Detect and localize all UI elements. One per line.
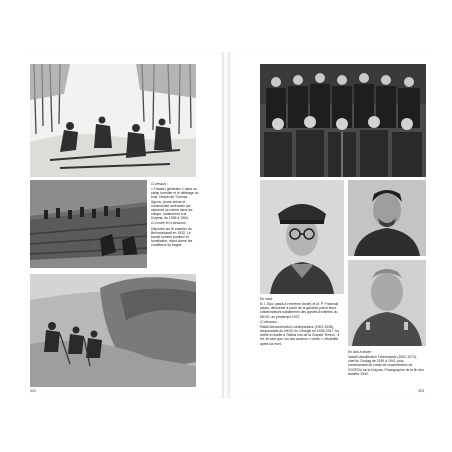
caption-header: Ci-contre et ci-dessous : — [151, 221, 188, 226]
right-caption-2 — [348, 350, 424, 377]
shovel-digging-photo — [30, 274, 196, 387]
general-portrait — [348, 260, 426, 346]
caption-header: Ci-dessus : — [151, 182, 168, 186]
book-spread — [24, 52, 428, 398]
caption-text: N. I. Ejov (assis à l'extrême droite) et M. P. Frinovski (assis, deuxième à partir de la gauche) parmi leurs collaborateurs subalternes des gardes-frontières du NKVD, au printemps 1937. — [260, 302, 339, 319]
right-page — [228, 52, 428, 398]
right-caption-1 — [260, 297, 344, 347]
officer-portrait-glasses — [260, 180, 344, 294]
caption-text: Vassili Vassilievitch Tcherniavski (1902-1973), chef du Goulag de 1939 à 1941, puis commandant du camp de concentration de l'OGPOU de la Kolyma. Photographie de la fin des années 1940. — [348, 355, 424, 376]
caption-text: « Travaux généraux » dans un camp forestier et le débitage du bois. Dessin de Thomas Sgovio, jeune artiste et communiste américain qui séjourna lui-même dans les camps, notamment à la Kolyma, de 1938 à 1954. — [151, 187, 199, 220]
nkvd-group-photo — [260, 64, 426, 177]
caption-text: Rafail Alexandrovitch Lordkipanidze (1902-1938), responsable du NKVD en Géorgie en 1935-1937, fut arrêté et fusillé à Tbilissi lors de la Grande Terreur ; il fut, en tant que l'un des anciens « chefs », réhabilité après sa mort. — [260, 325, 340, 346]
canal-workers-photo — [30, 180, 147, 268]
caption-header: En haut : — [260, 297, 274, 301]
caption-text: Déportés sur le chantier du Belomorkanal en 1932. Le travail comme punition et humiliation, étant donné les conditions du bagne. — [151, 226, 193, 247]
page-number-right: 323 — [418, 389, 424, 393]
left-caption-1 — [151, 182, 199, 248]
caption-header: Ci-dessous : — [260, 319, 279, 324]
forest-labor-drawing — [30, 64, 196, 177]
bearded-man-portrait — [348, 180, 426, 256]
caption-header: En bas à droite : — [348, 350, 373, 354]
left-page — [24, 52, 224, 398]
page-number-left: 322 — [30, 389, 36, 393]
